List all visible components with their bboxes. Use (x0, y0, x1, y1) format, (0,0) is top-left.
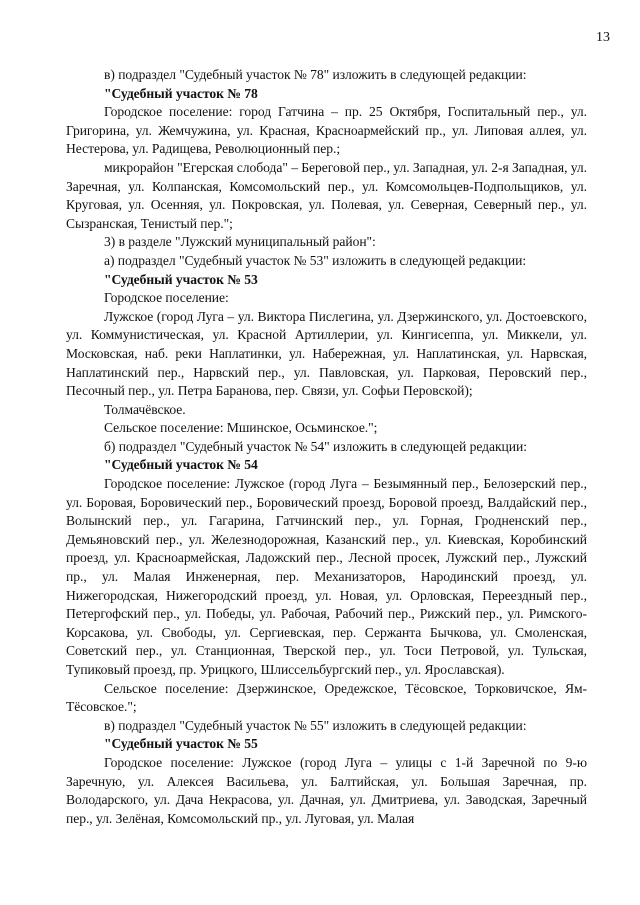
paragraph: Толмачёвское. (104, 401, 186, 417)
paragraph: б) подраздел "Судебный участок № 54" изложить в следующей редакции: (104, 438, 527, 454)
section-heading: "Судебный участок № 78 (104, 85, 258, 101)
paragraph: в) подраздел "Судебный участок № 55" изложить в следующей редакции: (104, 717, 527, 733)
section-heading: "Судебный участок № 55 (104, 736, 258, 752)
paragraph: микрорайон "Егерская слобода" – Береговой пер., ул. Западная, ул. 2-я Западная, ул. Заречная, ул. Колпанская, Комсомольский пер., ул. Комсомольцев-Подпольщиков, ул. Круговая, ул. Осенняя, ул. Покровская, ул. Полевая, ул. Северная, Северный пер., ул. Сызранская, Тенистый пер."; (66, 159, 587, 231)
paragraph: Лужское (город Луга – ул. Виктора Пислегина, ул. Дзержинского, ул. Достоевского, ул. Коммунистическая, ул. Красной Артиллерии, ул. Кингисеппа, ул. Миккели, ул. Московская, наб. реки Наплатинки, ул. Набережная, ул. Наплатинская, ул. Нарвская, Наплатинский пер., Нарвский пер., ул. Павловская, ул. Парковая, Перовский пер., Песочный пер., ул. Петра Баранова, пер. Связи, ул. Софьи Перовской); (66, 308, 587, 399)
paragraph: 3) в разделе "Лужский муниципальный район": (104, 234, 376, 250)
section-heading: "Судебный участок № 54 (104, 457, 258, 473)
document-body (66, 66, 587, 828)
paragraph: Городское поселение: город Гатчина – пр. 25 Октября, Госпитальный пер., ул. Григорина, ул. Жемчужина, ул. Красная, Красноармейский пр., ул. Липовая аллея, ул. Нестерова, ул. Радищева, Революционный пер.; (66, 104, 587, 157)
paragraph: а) подраздел "Судебный участок № 53" изложить в следующей редакции: (104, 252, 527, 268)
paragraph: Городское поселение: (104, 290, 229, 306)
page-number: 13 (596, 30, 610, 45)
section-heading: "Судебный участок № 53 (104, 271, 258, 287)
paragraph: Городское поселение: Лужское (город Луга – Безымянный пер., Белозерский пер., ул. Боровая, Боровический пер., Боровический проезд, Боровой проезд, Валдайский пер., Волынский пер., ул. Гагарина, Гатчинский пер., ул. Горная, Гродненский пер., Демьяновский пер., ул. Железнодорожная, Казанский пер., ул. Киевская, Коробинский проезд, ул. Красноармейская, Ладожский пер., Лесной просек, Лужский пер., Лужский пр., ул. Малая Инженерная, пер. Механизаторов, Народинский проезд, ул. Нижегородская, Нижегородский проезд, ул. Новая, ул. Орловская, Переездный пер., Петергофский пер., ул. Победы, ул. Рабочая, Рабочий пер., Рижский пер., ул. Римского-Корсакова, ул. Свободы, ул. Сергиевская, пер. Сержанта Бычкова, ул. Смоленская, Советский пер., ул. Станционная, Тверской пер., ул. Тоси Петровой, ул. Тульская, Тупиковый проезд, пр. Урицкого, Шлиссельбургский пер., ул. Ярославская). (66, 476, 587, 677)
paragraph: Городское поселение: Лужское (город Луга – улицы с 1-й Заречной по 9-ю Заречную, ул. Алексея Васильева, ул. Балтийская, ул. Большая Заречная, пр. Володарского, ул. Дача Некрасова, ул. Дачная, ул. Дмитриева, ул. Заводская, Заречный пер., ул. Зелёная, Комсомольский пр., ул. Луговая, ул. Малая (66, 754, 587, 826)
paragraph: в) подраздел "Судебный участок № 78" изложить в следующей редакции: (104, 67, 527, 82)
paragraph: Сельское поселение: Мшинское, Осьминское."; (104, 420, 378, 436)
paragraph: Сельское поселение: Дзержинское, Оредежское, Тёсовское, Торковичское, Ям-Тёсовское."; (66, 680, 587, 715)
